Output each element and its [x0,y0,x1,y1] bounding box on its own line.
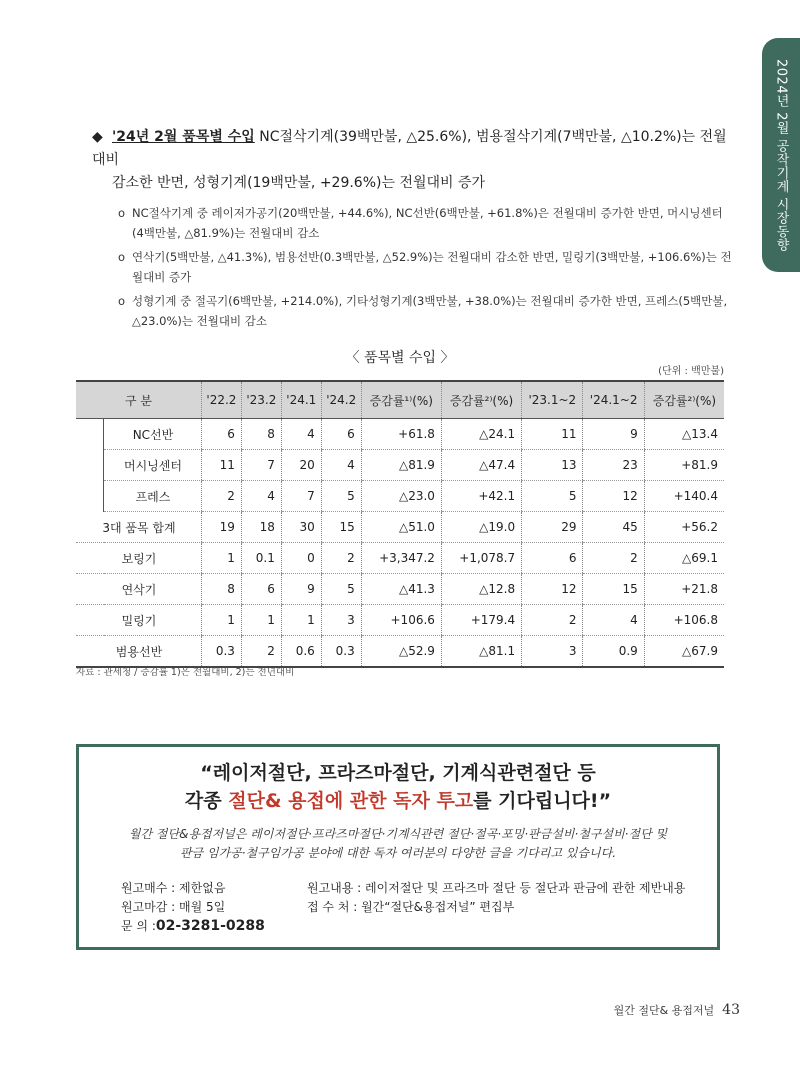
header-cell: '23.2 [241,381,281,419]
page-number: 43 [722,1002,740,1018]
main-bullet [92,126,732,195]
table-cell: 4 [583,605,644,636]
table-cell: 11 [522,419,583,450]
table-cell: △23.0 [361,481,441,512]
sub-bullet-text: 연삭기(5백만불, △41.3%), 범용선반(0.3백만불, △52.9%)는 전월대비 감소한 반면, 밀링기(3백만불, +106.6%)는 전월대비 증가 [132,250,732,284]
page-footer [614,1002,740,1018]
notice-body-line2: 판금 임가공·철구임가공 분야에 대한 독자 여러분의 다양한 글을 기다리고 있습니다. [179,846,617,860]
table-cell: 0.9 [583,636,644,668]
header-cell: '22.2 [201,381,241,419]
table-cell: 18 [241,512,281,543]
table-cell: 29 [522,512,583,543]
table-cell: 7 [281,481,321,512]
table-cell: 4 [281,419,321,450]
notice-heading-line1: “레이저절단, 프라즈마절단, 기계식관련절단 등 [200,762,596,784]
table-source: 자료 : 관세청 / 증감률 1)은 전월대비, 2)는 전년대비 [76,667,295,678]
table-row [76,543,724,574]
table-cell: 3 [522,636,583,668]
table-cell: +61.8 [361,419,441,450]
table-cell: 2 [583,543,644,574]
table-row [76,512,724,543]
notice-heading-highlight: 절단& 용접에 관한 독자 투고 [228,790,474,812]
table-cell: 20 [281,450,321,481]
table-cell: +106.8 [644,605,724,636]
notice-heading [79,759,717,815]
table-cell: 0.3 [201,636,241,668]
table-cell: △69.1 [644,543,724,574]
main-bullet-text: NC절삭기계(39백만불, △25.6%), 범용절삭기계(7백만불, △10.2%)는 전월대비 [92,129,727,168]
info-reception: 접 수 처 : 월간“절단&용접저널” 편집부 [307,900,515,914]
circle-bullet-icon: o [118,206,126,220]
table-indent-cell [76,481,104,512]
sub-bullet [92,247,732,287]
row-label: 연삭기 [76,574,201,605]
circle-bullet-icon: o [118,250,126,264]
table-cell: 13 [522,450,583,481]
table-cell: 6 [321,419,361,450]
table-cell: 12 [583,481,644,512]
side-tab-label: 2024년 2월 공작기계 시장동향 [773,58,789,252]
table-cell: 15 [321,512,361,543]
table-cell: △52.9 [361,636,441,668]
import-table [76,380,724,668]
header-cell: '24.1 [281,381,321,419]
table-row [76,574,724,605]
sub-bullet [92,291,732,331]
diamond-bullet-icon: ◆ [92,129,103,145]
table-cell: 4 [241,481,281,512]
table-cell: 4 [321,450,361,481]
table-header-row [76,381,724,419]
table-cell: △81.1 [441,636,521,668]
row-label: 머시닝센터 [104,450,202,481]
table-cell: 15 [583,574,644,605]
sub-bullet-text: NC절삭기계 중 레이저가공기(20백만불, +44.6%), NC선반(6백만불, +61.8%)은 전월대비 증가한 반면, 머시닝센터(4백만불, △81.9%)는 전월대비 감소 [132,206,723,240]
table-cell: 0.1 [241,543,281,574]
table-cell: 0.3 [321,636,361,668]
table-cell: +106.6 [361,605,441,636]
table-cell: △51.0 [361,512,441,543]
row-label: 보링기 [76,543,201,574]
row-label: 프레스 [104,481,202,512]
table-cell: △67.9 [644,636,724,668]
notice-info-row [121,898,707,917]
notice-heading-post: 를 기다립니다!” [473,790,612,812]
table-row [76,450,724,481]
info-contact-label: 문 의 : [121,919,156,933]
table-cell: 8 [241,419,281,450]
header-cell: 증감률²⁾(%) [441,381,521,419]
header-cell: '24.2 [321,381,361,419]
contribution-notice-box [76,744,720,950]
main-bullet-lead: '24년 2월 품목별 수입 [112,129,255,145]
notice-info-row [121,879,707,898]
header-cell: '24.1~2 [583,381,644,419]
section-side-tab [762,38,800,272]
table-cell: 0 [281,543,321,574]
table-cell: +179.4 [441,605,521,636]
info-manuscript-content: 원고내용 : 레이저절단 및 프라즈마 절단 등 절단과 판금에 관한 제반내용 [307,881,686,895]
table-cell: +42.1 [441,481,521,512]
table-row [76,605,724,636]
table-cell: 11 [201,450,241,481]
table-cell: 9 [281,574,321,605]
table-cell: △24.1 [441,419,521,450]
table-cell: +56.2 [644,512,724,543]
header-cell: '23.1~2 [522,381,583,419]
table-cell: △19.0 [441,512,521,543]
table-cell: +81.9 [644,450,724,481]
table-title: 〈 품목별 수입 〉 [345,350,455,366]
row-label: 범용선반 [76,636,201,668]
table-indent-cell [76,450,104,481]
circle-bullet-icon: o [118,294,126,308]
table-cell: 5 [321,481,361,512]
footer-magazine-name: 월간 절단& 용접저널 [613,1004,715,1017]
notice-body-line1: 월간 절단&용접저널은 레이저절단·프라즈마절단·기계식관련 절단·절곡·포밍·판금설비·철구설비·절단 및 [128,827,668,841]
table-cell: △12.8 [441,574,521,605]
table-row [76,419,724,450]
sub-bullet-text: 성형기계 중 절곡기(6백만불, +214.0%), 기타성형기계(3백만불, +38.0%)는 전월대비 증가한 반면, 프레스(5백만불, △23.0%)는 전월대비 감소 [132,294,728,328]
info-phone: 02-3281-0288 [155,918,265,934]
info-manuscript-count: 원고매수 : 제한없음 [121,881,226,895]
table-cell: +140.4 [644,481,724,512]
row-label: 3대 품목 합계 [76,512,201,543]
table-cell: 6 [522,543,583,574]
info-deadline: 원고마감 : 매월 5일 [121,900,226,914]
header-cell: 구 분 [76,381,201,419]
table-cell: 23 [583,450,644,481]
table-cell: 5 [522,481,583,512]
table-cell: 2 [201,481,241,512]
table-cell: 45 [583,512,644,543]
header-cell: 증감률¹⁾(%) [361,381,441,419]
table-cell: 8 [201,574,241,605]
sub-bullet [92,203,732,243]
table-cell: 0.6 [281,636,321,668]
table-cell: 9 [583,419,644,450]
table-cell: 5 [321,574,361,605]
table-cell: 30 [281,512,321,543]
table-cell: 2 [321,543,361,574]
table-cell: 6 [201,419,241,450]
notice-heading-pre: 각종 [184,790,229,812]
notice-info-row [121,917,707,936]
table-cell: +3,347.2 [361,543,441,574]
table-cell: +1,078.7 [441,543,521,574]
summary-bullets [92,126,732,331]
table-cell: △47.4 [441,450,521,481]
row-label: 밀링기 [76,605,201,636]
row-label: NC선반 [104,419,202,450]
table-cell: △81.9 [361,450,441,481]
table-cell: 12 [522,574,583,605]
notice-info [121,879,707,936]
main-bullet-line2: 감소한 반면, 성형기계(19백만불, +29.6%)는 전월대비 증가 [112,175,486,191]
table-cell: △13.4 [644,419,724,450]
header-cell: 증감률²⁾(%) [644,381,724,419]
table-cell: 6 [241,574,281,605]
table-cell: 2 [522,605,583,636]
notice-heading-line2 [79,787,717,815]
table-cell: 1 [201,543,241,574]
table-cell: 7 [241,450,281,481]
table-cell: 3 [321,605,361,636]
table-indent-cell [76,419,104,450]
table-cell: 2 [241,636,281,668]
table-row [76,481,724,512]
table-cell: +21.8 [644,574,724,605]
table-cell: 19 [201,512,241,543]
notice-body [79,825,717,863]
table-row [76,636,724,668]
table-cell: 1 [281,605,321,636]
table-cell: △41.3 [361,574,441,605]
table-cell: 1 [201,605,241,636]
table-cell: 1 [241,605,281,636]
table-unit: (단위 : 백만불) [658,366,724,377]
